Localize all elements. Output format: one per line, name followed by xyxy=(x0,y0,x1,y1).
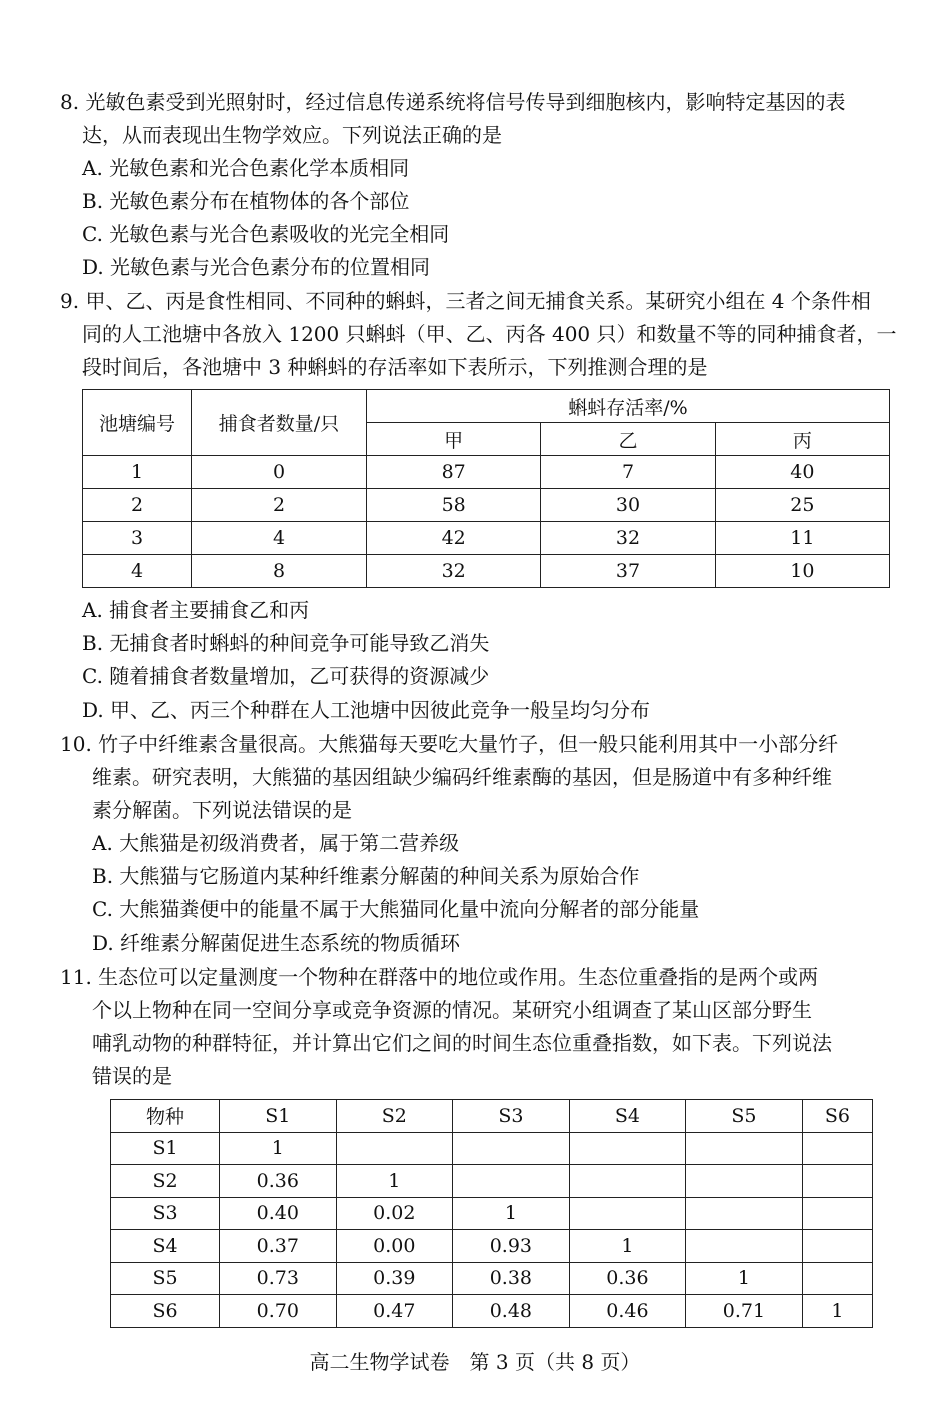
table-cell xyxy=(686,1197,803,1230)
table-cell: 0.36 xyxy=(220,1165,337,1198)
table-cell xyxy=(802,1262,872,1295)
q9-stem-line-2: 同的人工池塘中各放入 1200 只蝌蚪（甲、乙、丙各 400 只）和数量不等的同种捕食者，一 xyxy=(82,322,897,346)
table-row xyxy=(83,522,890,555)
table-cell: 0.37 xyxy=(220,1230,337,1263)
header-s6: S6 xyxy=(802,1100,872,1133)
q9-option-d: D. 甲、乙、丙三个种群在人工池塘中因彼此竞争一般呈均匀分布 xyxy=(82,698,651,722)
table-cell: S1 xyxy=(111,1132,220,1165)
table-cell: 42 xyxy=(367,522,541,555)
table-cell xyxy=(686,1132,803,1165)
q8-option-a: A. 光敏色素和光合色素化学本质相同 xyxy=(82,156,410,180)
table-cell: 37 xyxy=(541,555,715,588)
table-row xyxy=(111,1295,873,1328)
table-cell: S3 xyxy=(111,1197,220,1230)
table-row xyxy=(111,1165,873,1198)
table-cell xyxy=(802,1165,872,1198)
q8-option-b: B. 光敏色素分布在植物体的各个部位 xyxy=(82,189,410,213)
table-cell: 7 xyxy=(541,456,715,489)
q10-stem-line-1: 10. 竹子中纤维素含量很高。大熊猫每天要吃大量竹子，但一般只能利用其中一小部分纤 xyxy=(60,732,839,756)
table-cell: 40 xyxy=(715,456,889,489)
table-cell: 32 xyxy=(541,522,715,555)
table-cell: 11 xyxy=(715,522,889,555)
table-header-row xyxy=(111,1100,873,1133)
table-cell: 0.46 xyxy=(569,1295,686,1328)
table-cell: 2 xyxy=(192,489,367,522)
header-species-jia: 甲 xyxy=(367,423,541,456)
table-cell: 1 xyxy=(336,1165,453,1198)
table-cell: 30 xyxy=(541,489,715,522)
table-cell: 1 xyxy=(802,1295,872,1328)
q11-stem-line-3: 哺乳动物的种群特征，并计算出它们之间的时间生态位重叠指数，如下表。下列说法 xyxy=(92,1031,832,1055)
header-s3: S3 xyxy=(453,1100,570,1133)
header-s5: S5 xyxy=(686,1100,803,1133)
table-cell: 0.02 xyxy=(336,1197,453,1230)
q10-stem-line-3: 素分解菌。下列说法错误的是 xyxy=(92,798,352,822)
table-cell: 0.38 xyxy=(453,1262,570,1295)
table-row xyxy=(111,1262,873,1295)
table-cell: 0.70 xyxy=(220,1295,337,1328)
table-cell xyxy=(569,1165,686,1198)
q11-stem-line-1: 11. 生态位可以定量测度一个物种在群落中的地位或作用。生态位重叠指的是两个或两 xyxy=(60,965,819,989)
q10-option-c: C. 大熊猫粪便中的能量不属于大熊猫同化量中流向分解者的部分能量 xyxy=(92,897,700,921)
header-species: 物种 xyxy=(111,1100,220,1133)
table-cell: 0.00 xyxy=(336,1230,453,1263)
table-cell xyxy=(802,1197,872,1230)
header-species-yi: 乙 xyxy=(541,423,715,456)
table-cell xyxy=(686,1230,803,1263)
q11-niche-overlap-table xyxy=(110,1099,873,1328)
table-cell: 8 xyxy=(192,555,367,588)
table-cell: 4 xyxy=(192,522,367,555)
header-survival-rate: 蝌蚪存活率/% xyxy=(367,390,890,423)
table-cell: 0.39 xyxy=(336,1262,453,1295)
q9-option-a: A. 捕食者主要捕食乙和丙 xyxy=(82,598,310,622)
header-predator-count: 捕食者数量/只 xyxy=(192,390,367,456)
q9-stem-line-3: 段时间后，各池塘中 3 种蝌蚪的存活率如下表所示，下列推测合理的是 xyxy=(82,355,708,379)
header-s1: S1 xyxy=(220,1100,337,1133)
table-cell: 10 xyxy=(715,555,889,588)
table-row xyxy=(111,1197,873,1230)
table-cell: 2 xyxy=(83,489,192,522)
header-s2: S2 xyxy=(336,1100,453,1133)
table-cell: 58 xyxy=(367,489,541,522)
table-cell: 0.48 xyxy=(453,1295,570,1328)
table-cell: 1 xyxy=(569,1230,686,1263)
table-cell: 0 xyxy=(192,456,367,489)
q9-option-b: B. 无捕食者时蝌蚪的种间竞争可能导致乙消失 xyxy=(82,631,490,655)
table-cell: 0.73 xyxy=(220,1262,337,1295)
table-cell: 1 xyxy=(220,1132,337,1165)
table-cell xyxy=(802,1132,872,1165)
q8-stem-line-2: 达，从而表现出生物学效应。下列说法正确的是 xyxy=(82,123,502,147)
q9-stem-line-1: 9. 甲、乙、丙是食性相同、不同种的蝌蚪，三者之间无捕食关系。某研究小组在 4 个条件相 xyxy=(60,289,871,313)
table-cell: 87 xyxy=(367,456,541,489)
q9-option-c: C. 随着捕食者数量增加，乙可获得的资源减少 xyxy=(82,664,490,688)
table-cell: 4 xyxy=(83,555,192,588)
q10-option-a: A. 大熊猫是初级消费者，属于第二营养级 xyxy=(92,831,460,855)
q9-survival-table xyxy=(82,389,890,588)
table-cell: S2 xyxy=(111,1165,220,1198)
q10-stem-line-2: 维素。研究表明，大熊猫的基因组缺少编码纤维素酶的基因，但是肠道中有多种纤维 xyxy=(92,765,832,789)
table-cell: 25 xyxy=(715,489,889,522)
table-row xyxy=(83,555,890,588)
q10-option-b: B. 大熊猫与它肠道内某种纤维素分解菌的种间关系为原始合作 xyxy=(92,864,640,888)
table-row xyxy=(111,1230,873,1263)
table-row xyxy=(83,456,890,489)
table-row xyxy=(111,1132,873,1165)
q8-option-c: C. 光敏色素与光合色素吸收的光完全相同 xyxy=(82,222,450,246)
q8-stem-line-1: 8. 光敏色素受到光照射时，经过信息传递系统将信号传导到细胞核内，影响特定基因的表 xyxy=(60,90,846,114)
q8-option-d: D. 光敏色素与光合色素分布的位置相同 xyxy=(82,255,431,279)
table-cell xyxy=(453,1132,570,1165)
table-cell xyxy=(802,1230,872,1263)
table-cell: 1 xyxy=(686,1262,803,1295)
table-cell: 32 xyxy=(367,555,541,588)
table-cell: 0.47 xyxy=(336,1295,453,1328)
table-cell: 1 xyxy=(453,1197,570,1230)
table-cell: 0.93 xyxy=(453,1230,570,1263)
table-cell: S5 xyxy=(111,1262,220,1295)
header-pond-id: 池塘编号 xyxy=(83,390,192,456)
table-cell: S4 xyxy=(111,1230,220,1263)
q10-option-d: D. 纤维素分解菌促进生态系统的物质循环 xyxy=(92,931,461,955)
table-cell: 3 xyxy=(83,522,192,555)
table-cell xyxy=(569,1132,686,1165)
table-cell: 0.71 xyxy=(686,1295,803,1328)
q11-stem-line-2: 个以上物种在同一空间分享或竞争资源的情况。某研究小组调查了某山区部分野生 xyxy=(92,998,812,1022)
table-cell: 0.40 xyxy=(220,1197,337,1230)
table-cell xyxy=(336,1132,453,1165)
header-species-bing: 丙 xyxy=(715,423,889,456)
table-cell xyxy=(453,1165,570,1198)
page-footer: 高二生物学试卷 第 3 页（共 8 页） xyxy=(309,1350,641,1374)
table-cell: 0.36 xyxy=(569,1262,686,1295)
table-cell: S6 xyxy=(111,1295,220,1328)
table-cell xyxy=(569,1197,686,1230)
q11-stem-line-4: 错误的是 xyxy=(92,1064,172,1088)
table-cell xyxy=(686,1165,803,1198)
table-row xyxy=(83,489,890,522)
header-s4: S4 xyxy=(569,1100,686,1133)
table-cell: 1 xyxy=(83,456,192,489)
